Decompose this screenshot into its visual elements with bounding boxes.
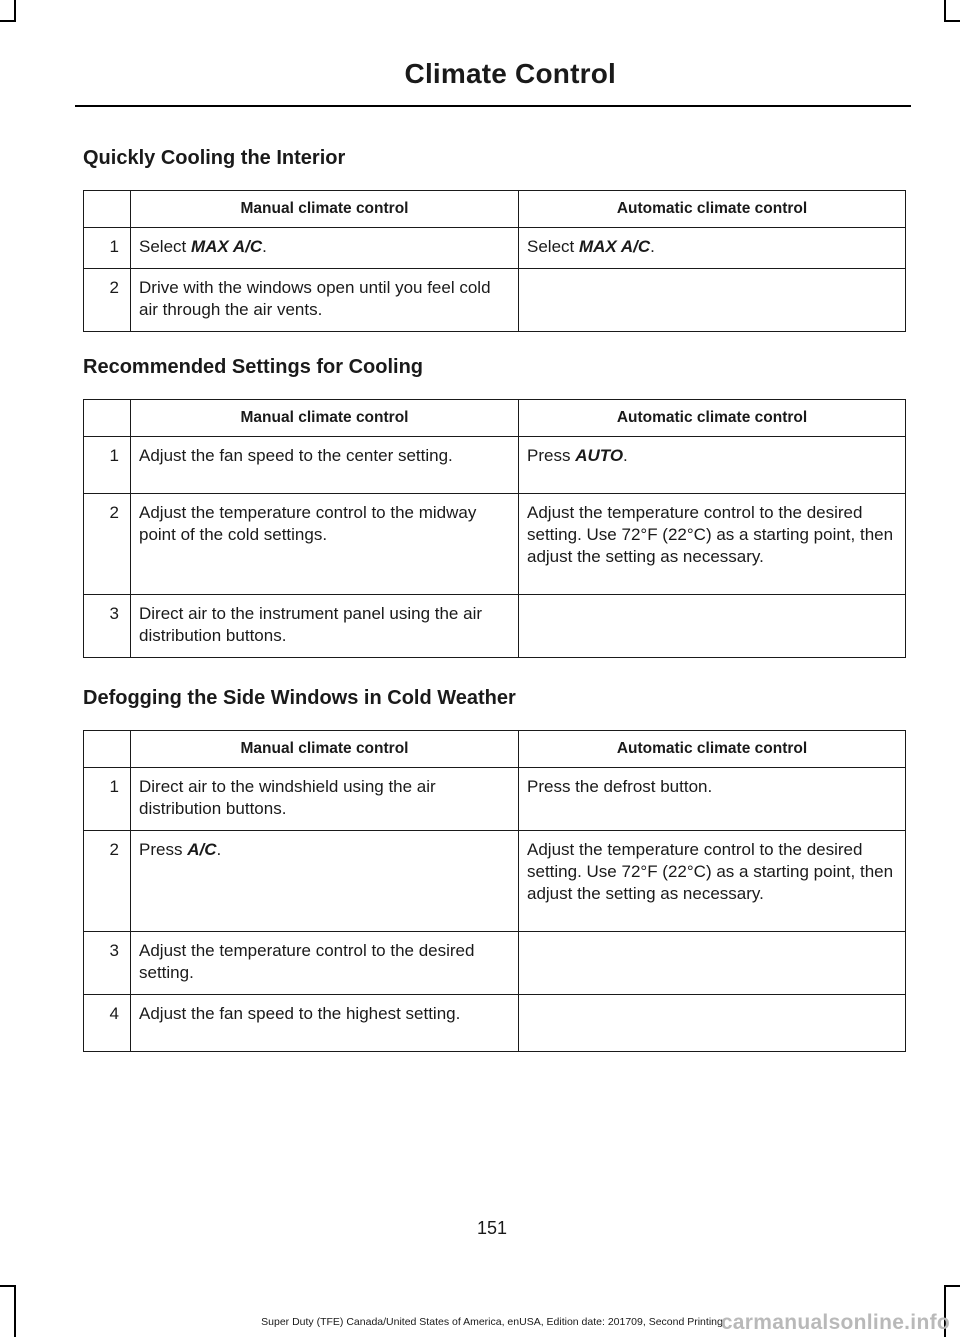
automatic-step: Press AUTO. — [519, 437, 906, 494]
manual-step: Direct air to the instrument panel using the air distribution buttons. — [131, 595, 519, 658]
watermark: carmanualsonline.info — [720, 1311, 950, 1334]
step-number: 3 — [84, 932, 131, 995]
step-number: 3 — [84, 595, 131, 658]
step-number: 2 — [84, 269, 131, 332]
header-number-cell — [84, 400, 131, 437]
crop-mark-bottom-left-h — [0, 1285, 16, 1287]
crop-mark-top-right-v — [944, 0, 946, 22]
table-row — [84, 831, 906, 932]
crop-mark-top-left-h — [0, 20, 16, 22]
table-row — [84, 228, 906, 269]
step-number: 1 — [84, 437, 131, 494]
table-recommended-cooling — [83, 399, 906, 658]
section-title-quick-cooling: Quickly Cooling the Interior — [83, 147, 346, 169]
header-manual: Manual climate control — [131, 191, 519, 228]
table-row — [84, 595, 906, 658]
crop-mark-bottom-left-v — [14, 1285, 16, 1337]
automatic-step: Select MAX A/C. — [519, 228, 906, 269]
header-number-cell — [84, 731, 131, 768]
crop-mark-bottom-right-h — [944, 1285, 960, 1287]
step-number: 2 — [84, 831, 131, 932]
table-row — [84, 995, 906, 1052]
manual-step: Adjust the fan speed to the highest setting. — [131, 995, 519, 1052]
page-number: 151 — [476, 1218, 508, 1238]
manual-step: Press A/C. — [131, 831, 519, 932]
header-manual: Manual climate control — [131, 731, 519, 768]
crop-mark-top-right-h — [944, 20, 960, 22]
step-number: 4 — [84, 995, 131, 1052]
automatic-step: Adjust the temperature control to the desired setting. Use 72°F (22°C) as a starting point, then adjust the setting as necessary. — [519, 831, 906, 932]
header-number-cell — [84, 191, 131, 228]
manual-step: Drive with the windows open until you feel cold air through the air vents. — [131, 269, 519, 332]
manual-step: Direct air to the windshield using the air distribution buttons. — [131, 768, 519, 831]
crop-mark-top-left-v — [14, 0, 16, 22]
automatic-step: Press the defrost button. — [519, 768, 906, 831]
manual-step: Adjust the temperature control to the midway point of the cold settings. — [131, 494, 519, 595]
step-number: 1 — [84, 228, 131, 269]
header-automatic: Automatic climate control — [519, 400, 906, 437]
table-header-row — [84, 731, 906, 768]
header-divider — [75, 105, 911, 107]
step-number: 1 — [84, 768, 131, 831]
step-number: 2 — [84, 494, 131, 595]
automatic-step: Adjust the temperature control to the desired setting. Use 72°F (22°C) as a starting point, then adjust the setting as necessary. — [519, 494, 906, 595]
automatic-step — [519, 995, 906, 1052]
table-header-row — [84, 400, 906, 437]
table-row — [84, 494, 906, 595]
table-defogging — [83, 730, 906, 1052]
table-row — [84, 932, 906, 995]
table-header-row — [84, 191, 906, 228]
automatic-step — [519, 932, 906, 995]
automatic-step — [519, 595, 906, 658]
manual-step: Select MAX A/C. — [131, 228, 519, 269]
section-title-defogging: Defogging the Side Windows in Cold Weather — [83, 687, 516, 709]
table-quick-cooling — [83, 190, 906, 332]
table-row — [84, 269, 906, 332]
manual-step: Adjust the fan speed to the center setting. — [131, 437, 519, 494]
edition-footer: Super Duty (TFE) Canada/United States of America, enUSA, Edition date: 201709, Second Printing — [261, 1316, 723, 1328]
manual-step: Adjust the temperature control to the desired setting. — [131, 932, 519, 995]
table-row — [84, 768, 906, 831]
page-title: Climate Control — [404, 58, 616, 89]
table-row — [84, 437, 906, 494]
header-automatic: Automatic climate control — [519, 191, 906, 228]
header-manual: Manual climate control — [131, 400, 519, 437]
automatic-step — [519, 269, 906, 332]
section-title-recommended-cooling: Recommended Settings for Cooling — [83, 356, 424, 378]
header-automatic: Automatic climate control — [519, 731, 906, 768]
